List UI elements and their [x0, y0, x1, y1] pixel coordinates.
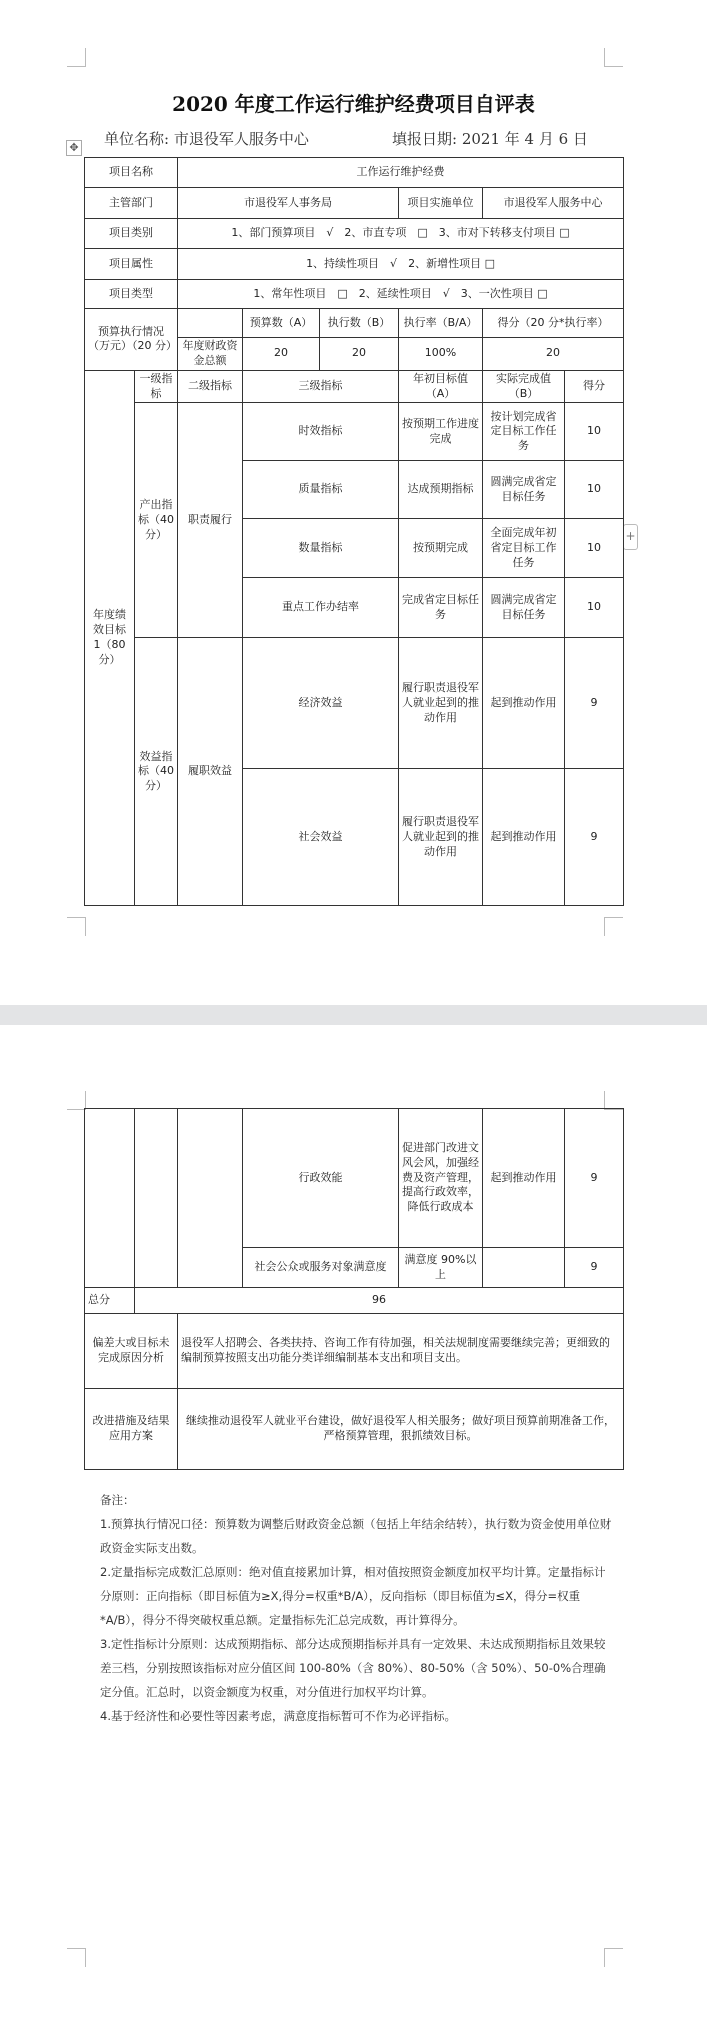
indicator-score: 9	[565, 1248, 624, 1288]
table-row	[85, 1109, 624, 1248]
budget-header: 执行数（B）	[320, 309, 399, 338]
benefit-label-continued	[135, 1109, 178, 1288]
improve-text: 继续推动退役军人就业平台建设，做好退役军人相关服务；做好项目预算前期准备工作，严格预算管理，狠抓绩效目标。	[178, 1389, 624, 1470]
crop-mark	[604, 1948, 623, 1967]
report-date: 填报日期: 2021 年 4 月 6 日	[392, 130, 588, 148]
table-row	[85, 249, 624, 280]
indicator-score: 9	[565, 1109, 624, 1248]
impl-label: 项目实施单位	[399, 188, 483, 219]
remarks-heading: 备注：	[100, 1493, 135, 1507]
table-row	[85, 403, 624, 461]
add-column-icon[interactable]: +	[623, 524, 638, 550]
perf-header: 二级指标	[178, 370, 243, 403]
budget-header-blank	[178, 309, 243, 338]
remarks-section	[100, 1488, 612, 1728]
indicator-target: 履行职责退役军人就业起到的推动作用	[399, 769, 483, 906]
table-row	[85, 219, 624, 249]
indicator-score: 9	[565, 638, 624, 769]
table-row	[85, 1314, 624, 1389]
document-title: 2020 年度工作运行维护经费项目自评表	[172, 92, 535, 116]
evaluation-table-continued	[84, 1108, 624, 1470]
perf-header: 三级指标	[243, 370, 399, 403]
total-value: 96	[135, 1288, 624, 1314]
indicator-target: 满意度 90%以上	[399, 1248, 483, 1288]
indicator-name: 重点工作办结率	[243, 578, 399, 638]
project-name-value: 工作运行维护经费	[178, 158, 624, 188]
fund-value: 20	[320, 338, 399, 371]
indicator-target: 促进部门改进文风会风，加强经费及资产管理，提高行政效率，降低行政成本	[399, 1109, 483, 1248]
output-label: 产出指标（40 分）	[135, 403, 178, 638]
table-row	[85, 309, 624, 338]
dept-label: 主管部门	[85, 188, 178, 219]
indicator-score: 10	[565, 461, 624, 519]
budget-header: 得分（20 分*执行率）	[483, 309, 624, 338]
budget-label: 预算执行情况（万元）（20 分）	[85, 309, 178, 371]
indicator-name: 经济效益	[243, 638, 399, 769]
table-row	[85, 280, 624, 309]
indicator-actual: 起到推动作用	[483, 1109, 565, 1248]
project-name-label: 项目名称	[85, 158, 178, 188]
indicator-actual: 圆满完成省定目标任务	[483, 578, 565, 638]
category-label: 项目类别	[85, 219, 178, 249]
duty-label: 职责履行	[178, 403, 243, 638]
indicator-target: 按预期完成	[399, 519, 483, 578]
indicator-name: 数量指标	[243, 519, 399, 578]
table-row	[85, 638, 624, 769]
remark-item: 3.定性指标计分原则：达成预期指标、部分达成预期指标并具有一定效果、未达成预期指标且效果较差三档，分别按照该指标对应分值区间 100-80%（含 80%）、80-50%（含 50%）、50-0%合理确定分值。汇总时，以资金额度为权重，对分值进行加权平均计算。	[100, 1637, 606, 1699]
indicator-name: 社会效益	[243, 769, 399, 906]
attribute-label: 项目属性	[85, 249, 178, 280]
indicator-score: 10	[565, 403, 624, 461]
budget-header: 执行率（B/A）	[399, 309, 483, 338]
indicator-actual: 起到推动作用	[483, 638, 565, 769]
improve-label: 改进措施及结果应用方案	[85, 1389, 178, 1470]
impl-value: 市退役军人服务中心	[483, 188, 624, 219]
crop-mark	[604, 48, 623, 67]
budget-header: 预算数（A）	[243, 309, 320, 338]
type-label: 项目类型	[85, 280, 178, 309]
indicator-score: 9	[565, 769, 624, 906]
attribute-value: 1、持续性项目 √ 2、新增性项目 □	[178, 249, 624, 280]
perf-label-continued	[85, 1109, 135, 1288]
page-gap	[0, 1005, 707, 1025]
total-label: 总分	[85, 1288, 135, 1314]
indicator-target: 履行职责退役军人就业起到的推动作用	[399, 638, 483, 769]
remark-item: 2.定量指标完成数汇总原则：绝对值直接累加计算，相对值按照资金额度加权平均计算。定量指标计分原则：正向指标（即目标值为≥X,得分=权重*B/A），反向指标（即目标值为≤X，得分=权重*A/B），得分不得突破权重总额。定量指标先汇总完成数，再计算得分。	[100, 1565, 606, 1627]
deviation-label: 偏差大或目标未完成原因分析	[85, 1314, 178, 1389]
remark-item: 1.预算执行情况口径：预算数为调整后财政资金总额（包括上年结余结转），执行数为资金使用单位财政资金实际支出数。	[100, 1517, 612, 1555]
perf-header: 一级指标	[135, 370, 178, 403]
table-row	[85, 1389, 624, 1470]
benefit-duty-label: 履职效益	[178, 638, 243, 906]
perf-header: 年初目标值（A）	[399, 370, 483, 403]
perf-header: 实际完成值（B）	[483, 370, 565, 403]
indicator-score: 10	[565, 578, 624, 638]
indicator-actual: 起到推动作用	[483, 769, 565, 906]
fund-value: 20	[243, 338, 320, 371]
indicator-target: 达成预期指标	[399, 461, 483, 519]
evaluation-table	[84, 157, 624, 906]
fund-value: 100%	[399, 338, 483, 371]
perf-label: 年度绩效目标 1（80 分）	[85, 370, 135, 906]
indicator-actual	[483, 1248, 565, 1288]
table-move-handle-icon[interactable]: ✥	[66, 140, 82, 156]
crop-mark	[604, 917, 623, 936]
dept-value: 市退役军人事务局	[178, 188, 399, 219]
crop-mark	[67, 917, 86, 936]
unit-name: 单位名称: 市退役军人服务中心	[104, 130, 309, 148]
remark-item: 4.基于经济性和必要性等因素考虑，满意度指标暂可不作为必评指标。	[100, 1709, 456, 1723]
type-value: 1、常年性项目 □ 2、延续性项目 √ 3、一次性项目 □	[178, 280, 624, 309]
table-row	[85, 370, 624, 403]
fund-label: 年度财政资金总额	[178, 338, 243, 371]
indicator-name: 时效指标	[243, 403, 399, 461]
table-row	[85, 1288, 624, 1314]
benefit-label: 效益指标（40 分）	[135, 638, 178, 906]
indicator-score: 10	[565, 519, 624, 578]
table-row	[85, 158, 624, 188]
indicator-target: 按预期工作进度完成	[399, 403, 483, 461]
indicator-name: 行政效能	[243, 1109, 399, 1248]
deviation-text: 退役军人招聘会、各类扶持、咨询工作有待加强，相关法规制度需要继续完善；更细致的编制预算按照支出功能分类详细编制基本支出和项目支出。	[178, 1314, 624, 1389]
category-value: 1、部门预算项目 √ 2、市直专项 □ 3、市对下转移支付项目 □	[178, 219, 624, 249]
fund-value: 20	[483, 338, 624, 371]
indicator-actual: 全面完成年初省定目标工作任务	[483, 519, 565, 578]
indicator-actual: 按计划完成省定目标工作任务	[483, 403, 565, 461]
indicator-target: 完成省定目标任务	[399, 578, 483, 638]
crop-mark	[67, 1948, 86, 1967]
crop-mark	[67, 48, 86, 67]
benefit-duty-continued	[178, 1109, 243, 1288]
indicator-name: 社会公众或服务对象满意度	[243, 1248, 399, 1288]
perf-header: 得分	[565, 370, 624, 403]
indicator-actual: 圆满完成省定目标任务	[483, 461, 565, 519]
indicator-name: 质量指标	[243, 461, 399, 519]
table-row	[85, 188, 624, 219]
